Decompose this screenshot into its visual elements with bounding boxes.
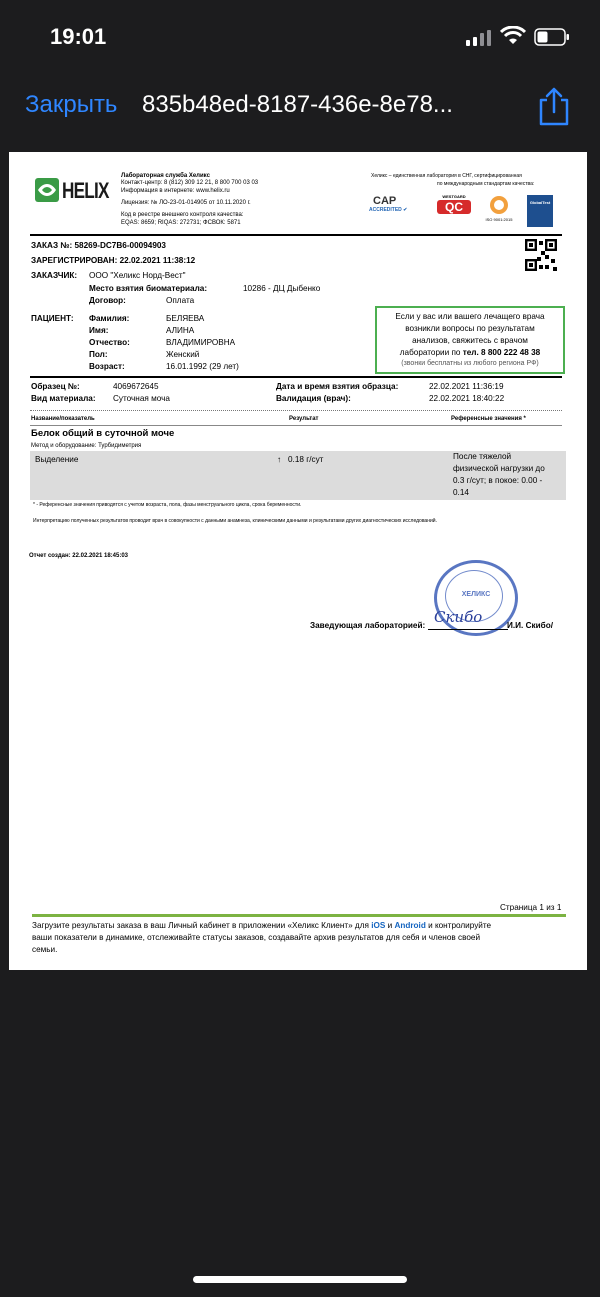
name-value: АЛИНА: [166, 326, 195, 335]
promo-text-2: и контролируйте: [428, 921, 492, 930]
order-registered: ЗАРЕГИСТРИРОВАН: 22.02.2021 11:38:12: [31, 256, 196, 265]
result-value: 0.18 г/сут: [288, 455, 324, 464]
test-title: Белок общий в суточной моче: [31, 428, 175, 439]
collected-label: Дата и время взятия образца:: [276, 382, 399, 391]
westgard-qc-badge: WESTGARD QC: [437, 194, 471, 224]
android-link[interactable]: Android: [394, 921, 426, 930]
helix-logo-text: HELIX: [62, 178, 109, 203]
home-indicator[interactable]: [193, 1276, 407, 1283]
cellular-signal-icon: [466, 30, 492, 46]
reference-line-4: 0.14: [453, 488, 469, 497]
surname-value: БЕЛЯЕВА: [166, 314, 205, 323]
sex-label: Пол:: [89, 350, 108, 359]
sample-number-value: 4069672645: [113, 382, 159, 391]
table-row: [30, 451, 566, 500]
website: Информация в интернете: www.helix.ru: [121, 188, 230, 194]
material-label: Вид материала:: [31, 394, 96, 403]
cert-text-1: Хеликс – единственная лаборатория в СНГ, сертифицированная: [371, 173, 522, 179]
sample-dotted-divider: [30, 410, 562, 411]
contact-line-5: (звонки бесплатны из любого региона РФ): [401, 360, 539, 367]
footer-green-bar: [32, 914, 566, 917]
customer-label: ЗАКАЗЧИК:: [31, 271, 78, 280]
globaltest-badge: GlobalTest: [527, 195, 553, 227]
promo-line-2: ваши показатели в динамике, отслеживайте статусы заказов, создавайте архив результатов для себя и членов своей: [32, 933, 481, 942]
patronymic-label: Отчество:: [89, 338, 130, 347]
collection-place-label: Место взятия биоматериала:: [89, 284, 208, 293]
contact-line-3: анализов, свяжитесь с врачом: [412, 336, 528, 345]
head-label: Заведующая лабораторией:: [310, 621, 426, 630]
ios-link[interactable]: iOS: [371, 921, 386, 930]
test-method: Метод и оборудование: Турбидиметрия: [31, 443, 142, 449]
contact-line-4-prefix: лаборатории по: [399, 348, 463, 357]
registry-code: Код в реестре внешнего контроля качества:: [121, 212, 244, 218]
promo-line-1: [32, 921, 491, 930]
customer-value: ООО "Хеликс Норд-Вест": [89, 271, 186, 280]
status-time: 19:01: [50, 24, 107, 49]
document-title: 835b48ed-8187-436e-8e78...: [142, 91, 453, 118]
stamp-text: ХЕЛИКС: [461, 591, 491, 598]
interpretation-note: Интерпретацию полученных результатов проводит врач в совокупности с данными анамнеза, клиническими данными и результатами других диагностических исследований.: [33, 518, 437, 524]
license: Лицензия: № ЛО-23-01-014905 от 10.11.2020 г.: [121, 200, 251, 206]
page-number: Страница 1 из 1: [500, 903, 562, 912]
doctor-contact-box: [375, 306, 565, 374]
sample-divider: [30, 376, 562, 378]
patient-label: ПАЦИЕНТ:: [31, 314, 74, 323]
sample-number-label: Образец №:: [31, 382, 80, 391]
close-button[interactable]: Закрыть: [25, 91, 118, 118]
helix-logo: [35, 177, 117, 203]
helix-logo-icon: [35, 178, 59, 202]
lab-name: Лабораторная служба Хеликс: [121, 173, 210, 179]
lab-report-document[interactable]: [9, 152, 587, 970]
age-label: Возраст:: [89, 362, 125, 371]
contract-value: Оплата: [166, 296, 195, 305]
qr-code: [525, 239, 557, 271]
results-header-divider: [30, 425, 562, 426]
contact-phone[interactable]: тел. 8 800 222 48 38: [462, 348, 541, 357]
result-name: Выделение: [35, 455, 79, 464]
contact-line-1: Если у вас или вашего лечащего врача: [395, 312, 545, 321]
validation-value: 22.02.2021 18:40:22: [429, 394, 505, 403]
promo-and: и: [387, 921, 393, 930]
name-label: Имя:: [89, 326, 109, 335]
col-result-header: Результат: [289, 416, 319, 422]
iso-badge: ISO 9001:2015: [483, 195, 515, 229]
collected-value: 22.02.2021 11:36:19: [429, 382, 504, 391]
col-name-header: Название/показатель: [31, 416, 95, 422]
eqas-codes: EQAS: 8659; RIQAS: 272731; ФСВОК: 5871: [121, 220, 241, 226]
contact-center: Контакт-центр: 8 (812) 309 12 21, 8 800 700 03 03: [121, 180, 259, 186]
sex-value: Женский: [166, 350, 200, 359]
header-divider: [30, 234, 562, 236]
validation-label: Валидация (врач):: [276, 394, 351, 403]
cert-text-2: по международным стандартам качества:: [437, 181, 535, 187]
contract-label: Договор:: [89, 296, 126, 305]
surname-label: Фамилия:: [89, 314, 130, 323]
order-number: ЗАКАЗ №: 58269-DC7B6-00094903: [31, 241, 166, 250]
share-icon[interactable]: [536, 86, 572, 126]
col-reference-header: Референсные значения *: [451, 416, 526, 422]
reference-line-2: физической нагрузки до: [453, 464, 545, 473]
cap-accredited-badge: CAP ACCREDITED ✔: [369, 195, 408, 213]
contact-line-2: возникли вопросы по результатам: [405, 324, 535, 333]
age-value: 16.01.1992 (29 лет): [166, 362, 239, 371]
promo-line-3: семьи.: [32, 945, 58, 954]
reference-line-3: 0.3 г/сут; в покое: 0.00 -: [453, 476, 543, 485]
material-value: Суточная моча: [113, 394, 170, 403]
report-created: Отчет создан: 22.02.2021 18:45:03: [29, 553, 129, 559]
signature-line: [428, 629, 508, 630]
battery-icon: [534, 28, 570, 46]
contact-line-4: [377, 348, 563, 357]
collection-place-value: 10286 - ДЦ Дыбенко: [243, 284, 321, 293]
signature: Скибо: [434, 608, 483, 626]
reference-footnote: * - Референсные значения приводятся с учетом возраста, пола, фазы менструального цикла, срока беременности.: [33, 502, 302, 508]
promo-text-1: Загрузите результаты заказа в ваш Личный кабинет в приложении «Хеликс Клиент» для: [32, 921, 369, 930]
reference-line-1: После тяжелой: [453, 452, 512, 461]
head-name: И.И. Скибо/: [507, 621, 553, 630]
result-up-arrow-icon: ↑: [277, 455, 282, 464]
wifi-icon: [500, 26, 526, 46]
patronymic-value: ВЛАДИМИРОВНА: [166, 338, 236, 347]
iso-seal-icon: [489, 195, 509, 215]
